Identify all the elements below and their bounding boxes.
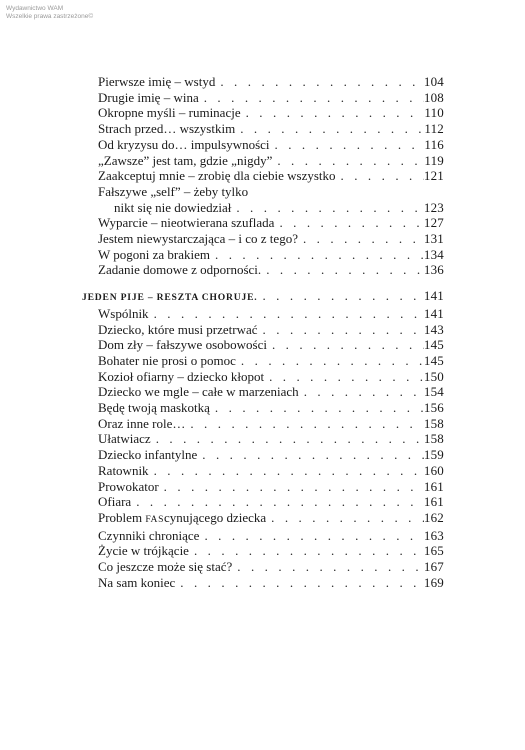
toc-entry (82, 231, 444, 247)
dot-leader (210, 400, 424, 416)
toc-entry-page: 119 (424, 152, 444, 168)
table-of-contents (82, 74, 444, 591)
dot-leader (336, 168, 424, 184)
dot-leader (197, 447, 424, 463)
toc-entry (82, 543, 444, 559)
toc-entry-page: 141 (423, 305, 444, 321)
toc-entry-page: 127 (423, 215, 444, 231)
toc-entry-title: Co jeszcze może się stać? (98, 559, 233, 575)
toc-entry-title: Zadanie domowe z odporności. (98, 262, 262, 278)
toc-entry-title: Prowokator (98, 478, 159, 494)
toc-entry-title: Wspólnik (98, 305, 149, 321)
toc-entry-title: Dziecko infantylne (98, 447, 198, 463)
dot-leader (185, 416, 424, 432)
dot-leader (199, 528, 423, 544)
toc-entry-page: 158 (423, 431, 444, 447)
toc-entry-page: 156 (423, 400, 444, 416)
toc-entry-page: 163 (423, 527, 444, 543)
toc-entry-page: 150 (423, 368, 444, 384)
toc-entry (82, 384, 444, 400)
toc-entry-page: 161 (423, 494, 444, 510)
toc-entry-title: Drugie imię – wina (98, 89, 199, 105)
dot-leader (199, 90, 424, 106)
toc-entry (82, 528, 444, 544)
toc-entry (82, 137, 444, 153)
toc-entry-page: 169 (423, 574, 444, 590)
watermark-publisher: Wydawnictwo WAM (6, 5, 64, 12)
dot-leader (232, 559, 424, 575)
toc-entry-title: Czynniki chroniące (98, 527, 200, 543)
dot-leader (175, 575, 424, 591)
toc-entry (82, 494, 444, 510)
toc-entry-page: 162 (423, 509, 444, 525)
toc-entry-page: 160 (423, 462, 444, 478)
toc-entry-title: Kozioł ofiarny – dziecko kłopot (98, 368, 265, 384)
dot-leader (236, 353, 424, 369)
dot-leader (258, 322, 424, 338)
toc-entry (82, 247, 444, 263)
watermark-rights: Wszelkie prawa zastrzeżone© (6, 13, 94, 20)
toc-entry-title-continuation: nikt się nie dowiedział (114, 199, 232, 215)
toc-entry-title-prefix: Problem (98, 509, 146, 525)
toc-entry-page: 159 (423, 447, 444, 463)
toc-entry-title: Jestem niewystarczająca – i co z tego? (98, 231, 298, 247)
toc-entry (82, 337, 444, 353)
toc-entry-page: 104 (423, 74, 444, 89)
toc-entry-title-suffix: cynującego dziecka (164, 509, 267, 525)
dot-leader (241, 105, 425, 121)
dot-leader (235, 121, 424, 137)
dot-leader (151, 431, 424, 447)
toc-entry-page: 145 (423, 352, 444, 368)
toc-entry-page: 121 (423, 168, 444, 184)
toc-entry-title: Bohater nie prosi o pomoc (98, 352, 236, 368)
toc-entry-page: 165 (423, 543, 444, 559)
toc-entry-page: 158 (423, 415, 444, 431)
dot-leader (264, 369, 424, 385)
dot-leader (261, 262, 424, 278)
dot-leader (131, 494, 424, 510)
dot-leader (298, 231, 424, 247)
toc-entry (82, 153, 444, 169)
toc-entry (82, 121, 444, 137)
toc-entry-title: Ułatwiacz (98, 431, 151, 447)
toc-entry-title: Dom zły – fałszywe osobowości (98, 337, 267, 353)
toc-entry-title: Okropne myśli – ruminacje (98, 105, 241, 121)
toc-entry-title: Będę twoją maskotką (98, 400, 210, 416)
toc-entry-page: 112 (424, 121, 444, 137)
toc-entry-first-line (82, 184, 444, 200)
toc-entry-title-smallcaps: FAS (145, 513, 164, 525)
dot-leader (215, 74, 424, 90)
chapter-title: JEDEN PIJE – RESZTA CHORUJE. (82, 292, 258, 304)
toc-entry (82, 322, 444, 338)
toc-entry (82, 353, 444, 369)
toc-entry-page: 134 (423, 246, 444, 262)
toc-entry-title: W pogoni za brakiem (98, 246, 211, 262)
toc-entry-page: 167 (423, 559, 444, 575)
toc-entry (82, 369, 444, 385)
toc-entry-title: Zaakceptuj mnie – zrobię dla ciebie wszystko (98, 168, 336, 184)
toc-entry-title: Pierwsze imię – wstyd (98, 74, 216, 89)
toc-entry-page: 116 (424, 136, 444, 152)
toc-entry (82, 431, 444, 447)
toc-entry-title: Dziecko we mgle – całe w marzeniach (98, 384, 299, 400)
toc-entry (82, 215, 444, 231)
toc-entry-title: Oraz inne role… (98, 415, 186, 431)
toc-entry (82, 74, 444, 90)
toc-entry (82, 463, 444, 479)
toc-entry (82, 447, 444, 463)
dot-leader (272, 153, 424, 169)
toc-entry-page: 145 (423, 337, 444, 353)
dot-leader (299, 384, 424, 400)
toc-entry-continuation (82, 200, 444, 216)
section-spacer (82, 278, 444, 288)
toc-entry (82, 262, 444, 278)
toc-entry-title: Ratownik (98, 462, 149, 478)
dot-leader (266, 510, 424, 526)
toc-entry (82, 575, 444, 591)
chapter-page: 141 (423, 288, 444, 304)
toc-entry-title: Ofiara (98, 494, 132, 510)
toc-entry-page: 108 (423, 89, 444, 105)
toc-entry-title (98, 510, 266, 528)
dot-leader (189, 543, 424, 559)
toc-entry-page: 123 (423, 199, 444, 215)
toc-entry-title: Dziecko, które musi przetrwać (98, 321, 258, 337)
toc-entry (82, 479, 444, 495)
toc-entry-page: 154 (423, 384, 444, 400)
toc-entry-page: 143 (423, 321, 444, 337)
toc-entry (82, 559, 444, 575)
toc-entry-page: 136 (423, 262, 444, 278)
dot-leader (159, 479, 424, 495)
toc-entry (82, 105, 444, 121)
toc-entry (82, 400, 444, 416)
toc-entry-title: „Zawsze” jest tam, gdzie „nigdy” (98, 152, 273, 168)
dot-leader (210, 247, 424, 263)
toc-entry-title: Wyparcie – nieotwierana szuflada (98, 215, 275, 231)
dot-leader (149, 463, 424, 479)
dot-leader (267, 337, 424, 353)
toc-chapter-heading (82, 288, 444, 306)
toc-entry-page: 131 (423, 231, 444, 247)
toc-entry-title: Strach przed… wszystkim (98, 121, 236, 137)
publisher-watermark (6, 5, 93, 21)
toc-entry (82, 416, 444, 432)
toc-entry-title: Od kryzysu do… impulsywności (98, 136, 270, 152)
toc-entry (82, 306, 444, 322)
toc-entry-title: Fałszywe „self” – żeby tylko (98, 183, 249, 199)
toc-entry-page: 161 (423, 478, 444, 494)
dot-leader (257, 288, 423, 304)
toc-entry (82, 510, 444, 528)
toc-entry-page: 110 (424, 105, 444, 121)
toc-entry (82, 168, 444, 184)
dot-leader (231, 200, 424, 216)
toc-entry-title: Na sam koniec (98, 574, 176, 590)
toc-entry (82, 90, 444, 106)
dot-leader (149, 306, 424, 322)
dot-leader (274, 215, 423, 231)
dot-leader (270, 137, 425, 153)
toc-entry-title: Życie w trójkącie (98, 543, 189, 559)
